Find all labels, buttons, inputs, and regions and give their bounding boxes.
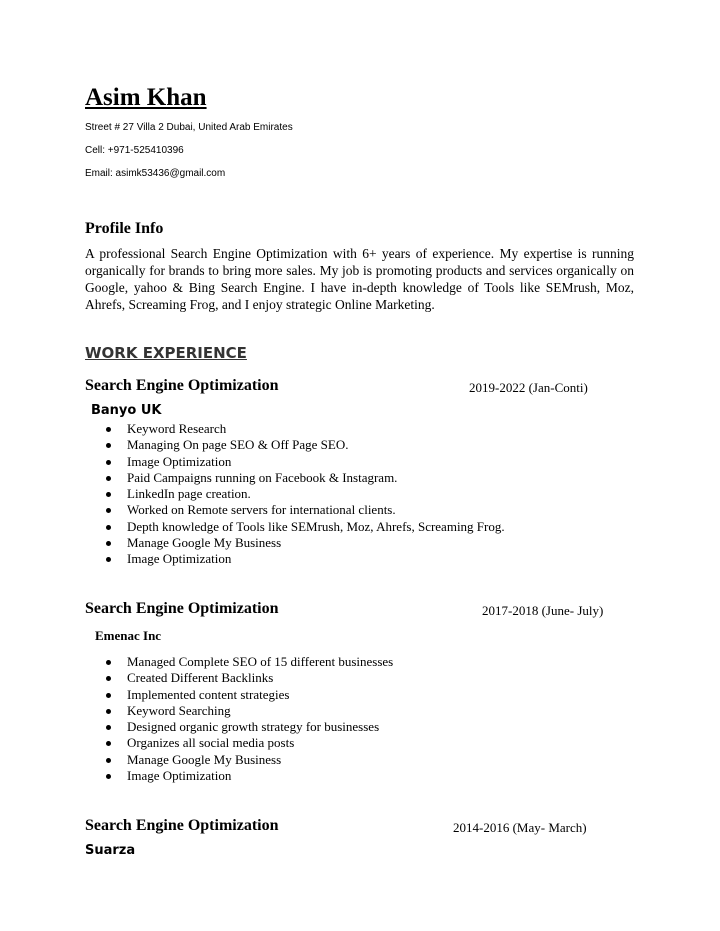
- bullet-icon: [106, 774, 111, 779]
- job-dates: 2014-2016 (May- March): [453, 820, 587, 835]
- job-dates: 2019-2022 (Jan-Conti): [469, 380, 588, 395]
- bullet-icon: [106, 660, 111, 665]
- job-title: Search Engine Optimization: [85, 600, 279, 617]
- bullet-icon: [106, 741, 111, 746]
- bullet-icon: [106, 541, 111, 546]
- job-duties-list: [101, 654, 393, 784]
- list-item: Manage Google My Business: [101, 752, 393, 768]
- phone-line: Cell: +971-525410396: [85, 145, 184, 156]
- bullet-icon: [106, 709, 111, 714]
- list-item: Designed organic growth strategy for businesses: [101, 719, 393, 735]
- bullet-icon: [106, 508, 111, 513]
- profile-heading: Profile Info: [85, 220, 164, 237]
- bullet-icon: [106, 492, 111, 497]
- list-item: Managed Complete SEO of 15 different businesses: [101, 654, 393, 670]
- candidate-name: Asim Khan: [85, 84, 207, 111]
- bullet-icon: [106, 693, 111, 698]
- email-line: Email: asimk53436@gmail.com: [85, 168, 226, 179]
- list-item: LinkedIn page creation.: [101, 486, 505, 502]
- list-item: Image Optimization: [101, 454, 505, 470]
- address-line: Street # 27 Villa 2 Dubai, United Arab Emirates: [85, 122, 293, 133]
- list-item: Keyword Research: [101, 421, 505, 437]
- list-item: Manage Google My Business: [101, 535, 505, 551]
- profile-text: A professional Search Engine Optimization with 6+ years of experience. My expertise is running organically for brands to bring more sales. My job is promoting products and services organically on Google, yahoo & Bing Search Engine. I have in-depth knowledge of Tools like SEMrush, Moz, Ahrefs, Screaming Frog, and I enjoy strategic Online Marketing.: [85, 246, 634, 312]
- bullet-icon: [106, 427, 111, 432]
- job-title: Search Engine Optimization: [85, 377, 279, 394]
- list-item: Image Optimization: [101, 768, 393, 784]
- company-name: Suarza: [85, 843, 136, 858]
- job-duties-list: [101, 421, 505, 568]
- list-item: Keyword Searching: [101, 703, 393, 719]
- job-title: Search Engine Optimization: [85, 817, 279, 834]
- bullet-icon: [106, 460, 111, 465]
- list-item: Depth knowledge of Tools like SEMrush, Moz, Ahrefs, Screaming Frog.: [101, 519, 505, 535]
- bullet-icon: [106, 557, 111, 562]
- job-dates: 2017-2018 (June- July): [482, 603, 604, 618]
- company-name: Emenac Inc: [95, 628, 162, 643]
- bullet-icon: [106, 758, 111, 763]
- work-experience-heading: WORK EXPERIENCE: [85, 344, 247, 362]
- bullet-icon: [106, 725, 111, 730]
- bullet-icon: [106, 443, 111, 448]
- list-item: Image Optimization: [101, 551, 505, 567]
- bullet-icon: [106, 476, 111, 481]
- bullet-icon: [106, 676, 111, 681]
- list-item: Worked on Remote servers for international clients.: [101, 502, 505, 518]
- list-item: Created Different Backlinks: [101, 670, 393, 686]
- company-name: Banyo UK: [91, 403, 162, 418]
- list-item: Paid Campaigns running on Facebook & Instagram.: [101, 470, 505, 486]
- list-item: Managing On page SEO & Off Page SEO.: [101, 437, 505, 453]
- list-item: Organizes all social media posts: [101, 735, 393, 751]
- list-item: Implemented content strategies: [101, 687, 393, 703]
- bullet-icon: [106, 525, 111, 530]
